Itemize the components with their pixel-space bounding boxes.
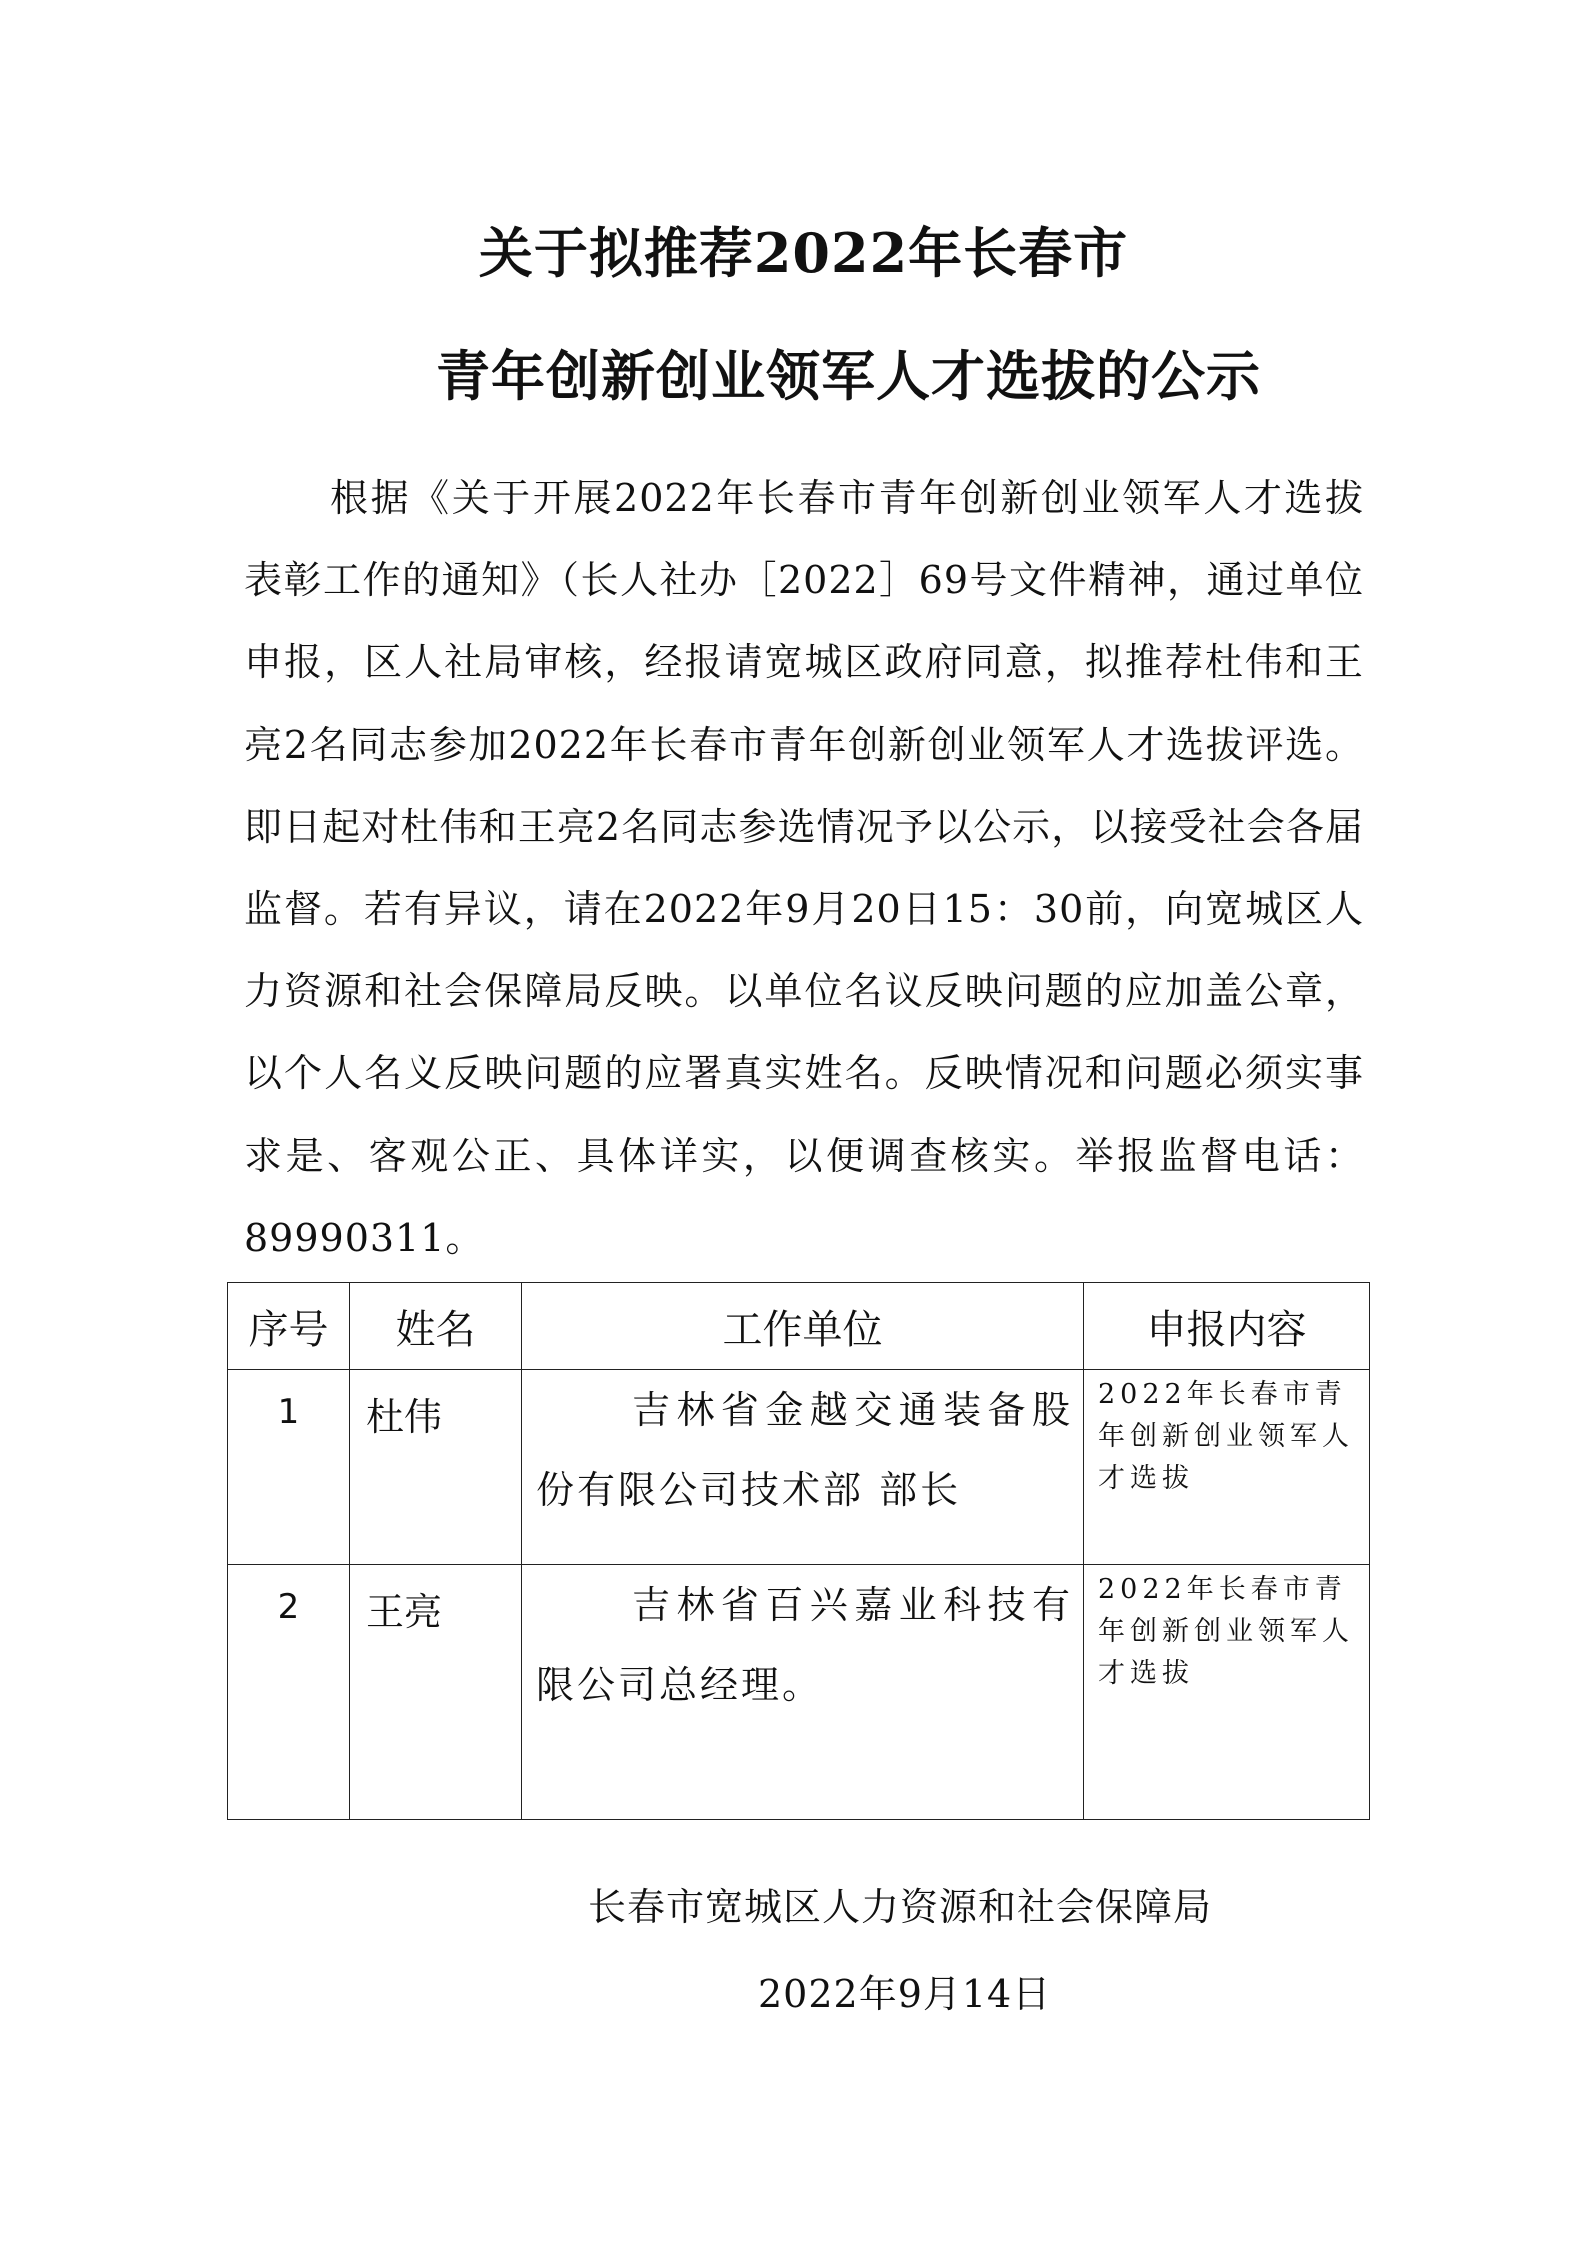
header-work-unit: 工作单位: [522, 1283, 1084, 1370]
table-header-row: [228, 1283, 1370, 1370]
header-name: 姓名: [350, 1283, 522, 1370]
table-row: [228, 1565, 1370, 1820]
table-row: [228, 1370, 1370, 1565]
notice-body-paragraph: 根据《关于开展2022年长春市青年创新创业领军人才选拔表彰工作的通知》（长人社办［2022］69号文件精神，通过单位申报，区人社局审核，经报请宽城区政府同意，拟推荐杜伟和王亮2名同志参加2022年长春市青年创新创业领军人才选拔评选。即日起对杜伟和王亮2名同志参选情况予以公示，以接受社会各届监督。若有异议，请在2022年9月20日15：30前，向宽城区人力资源和社会保障局反映。以单位名议反映问题的应加盖公章，以个人名义反映问题的应署真实姓名。反映情况和问题必须实事求是、客观公正、具体详实，以便调查核实。举报监督电话：89990311。: [244, 476, 1364, 1260]
row-work-unit: 吉林省百兴嘉业科技有限公司总经理。: [522, 1565, 1084, 1820]
header-index: 序号: [228, 1283, 350, 1370]
issue-date: 2022年9月14日: [758, 1972, 1052, 2016]
row-index: 2: [228, 1565, 350, 1820]
header-application-content: 申报内容: [1084, 1283, 1370, 1370]
row-application-content: 2022年长春市青年创新创业领军人才选拔: [1084, 1565, 1370, 1820]
row-name: 王亮: [350, 1565, 522, 1820]
document-title-line-2: 青年创新创业领军人才选拔的公示: [436, 344, 1261, 408]
document-title-line-1: 关于拟推荐2022年长春市: [478, 221, 1129, 285]
row-name: 杜伟: [350, 1370, 522, 1565]
issuing-organization: 长春市宽城区人力资源和社会保障局: [588, 1885, 1213, 1929]
row-index: 1: [228, 1370, 350, 1565]
row-application-content: 2022年长春市青年创新创业领军人才选拔: [1084, 1370, 1370, 1565]
candidate-table: [227, 1282, 1370, 1820]
row-work-unit: 吉林省金越交通装备股份有限公司技术部 部长: [522, 1370, 1084, 1565]
